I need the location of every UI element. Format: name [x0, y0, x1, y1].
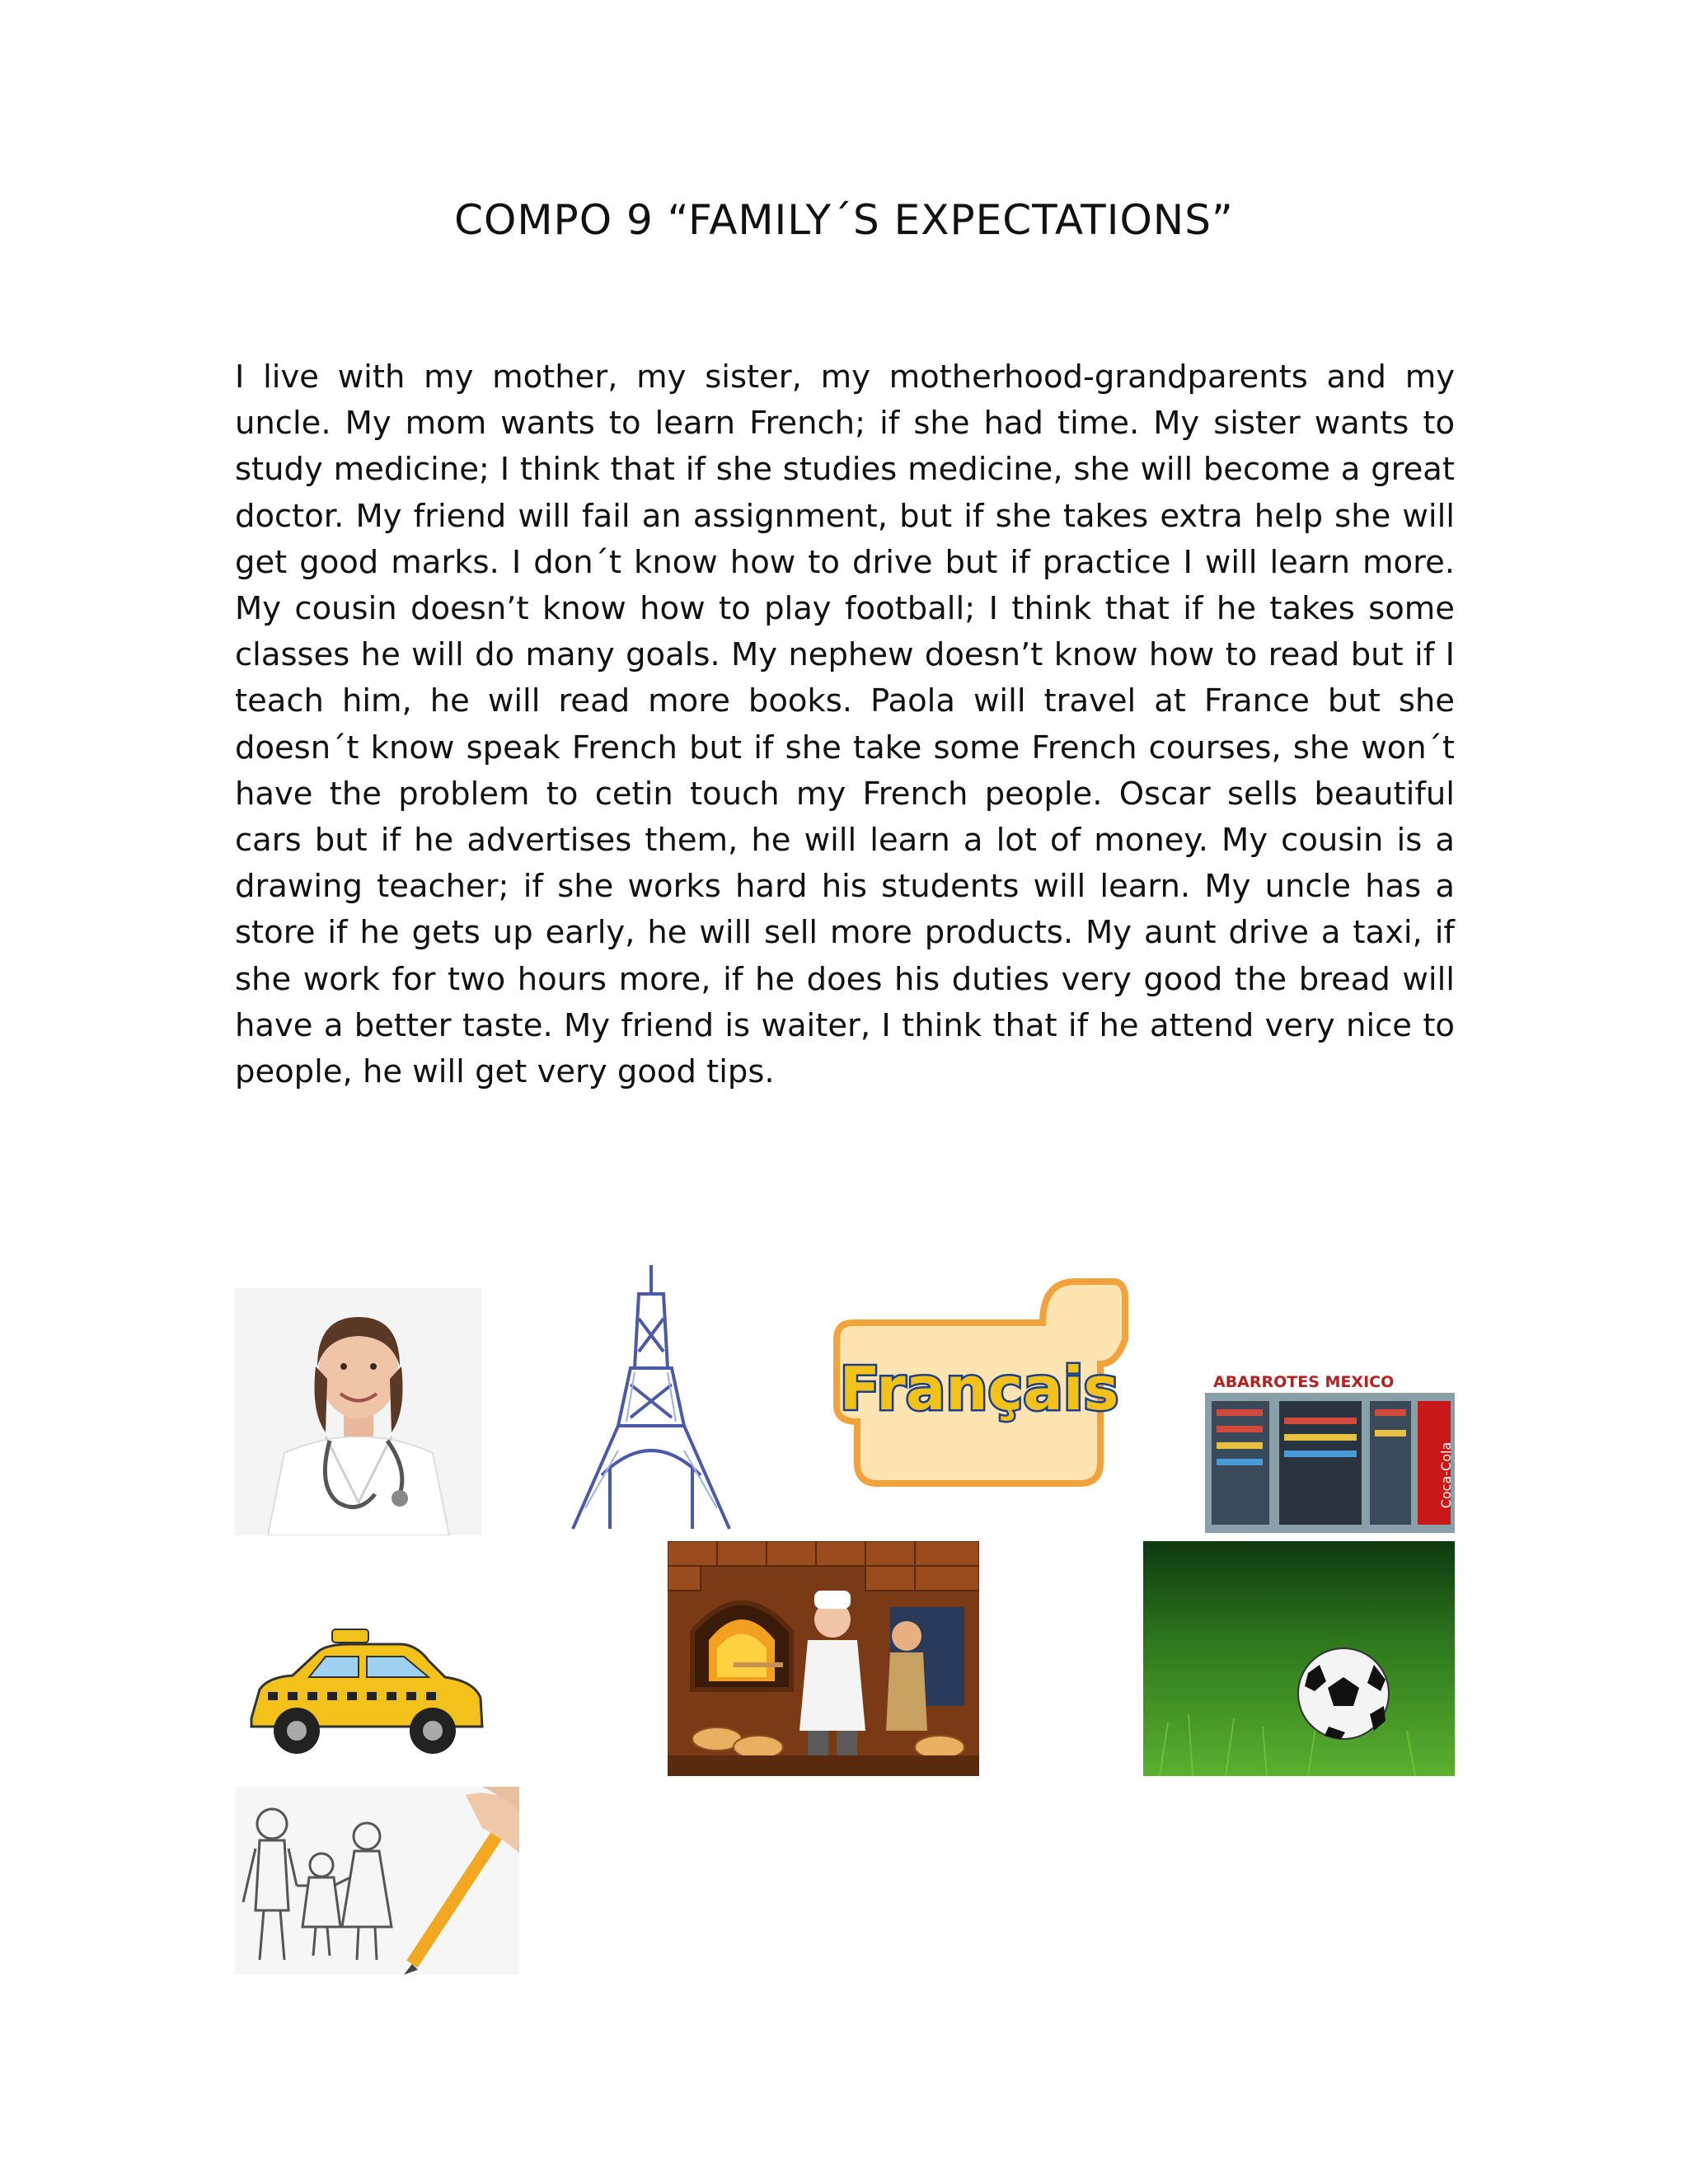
- store-brand-text: Coca-Cola: [1438, 1441, 1454, 1509]
- soccer-ball-photo: [1143, 1541, 1455, 1776]
- francais-logo-text: Français: [839, 1354, 1119, 1423]
- taxi-drawing: [235, 1619, 490, 1772]
- francais-logo: [828, 1273, 1129, 1496]
- grocery-store-photo: [1205, 1368, 1455, 1533]
- document-title: COMPO 9 “FAMILY´S EXPECTATIONS”: [454, 196, 1234, 244]
- bakery-illustration: [668, 1541, 979, 1776]
- eiffel-tower-drawing: [552, 1261, 750, 1533]
- family-drawing: [235, 1787, 519, 1975]
- store-sign-text: ABARROTES MEXICO: [1213, 1373, 1395, 1391]
- doctor-photo: [235, 1288, 482, 1535]
- composition-paragraph: I live with my mother, my sister, my motherhood-grandparents and my uncle. My mom wants to learn French; if she had time. My sister wants to study medicine; I think that if she studies medicine, she will become a great doctor. My friend will fail an assignment, but if she takes extra help she will get good marks. I don´t know how to drive but if practice I will learn more. My cousin doesn’t know how to play football; I think that if he takes some classes he will do many goals. My nephew doesn’t know how to read but if I teach him, he will read more books. Paola will travel at France but she doesn´t know speak French but if she take some French courses, she won´t have the problem to cetin touch my French people. Oscar sells beautiful cars but if he advertises them, he will learn a lot of money. My cousin is a drawing teacher; if she works hard his students will learn. My uncle has a store if he gets up early, he will sell more products. My aunt drive a taxi, if she work for two hours more, if he does his duties very good the bread will have a better taste. My friend is waiter, I think that if he attend very nice to people, he will get very good tips.: [235, 359, 1455, 1091]
